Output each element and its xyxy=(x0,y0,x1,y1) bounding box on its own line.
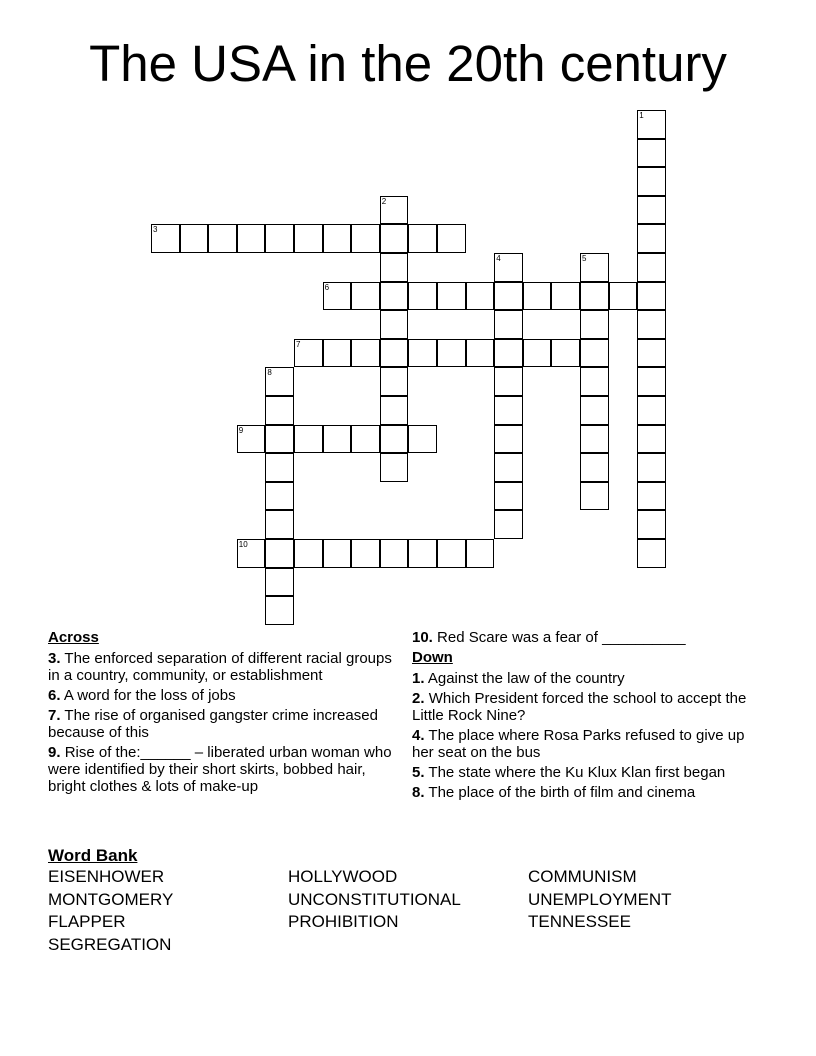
grid-cell[interactable] xyxy=(265,596,294,625)
cell-number: 5 xyxy=(582,254,587,263)
clue-text: The place of the birth of film and cinema xyxy=(428,784,696,801)
clue-text: The state where the Ku Klux Klan first began xyxy=(428,764,726,781)
grid-cell[interactable] xyxy=(494,339,523,368)
cell-number: 9 xyxy=(238,425,244,435)
word-bank-list xyxy=(48,866,768,956)
grid-cell[interactable] xyxy=(494,453,523,482)
grid-cell[interactable] xyxy=(380,453,409,482)
grid-cell[interactable] xyxy=(580,310,609,339)
grid-cell[interactable] xyxy=(294,539,323,568)
grid-cell[interactable] xyxy=(237,224,266,253)
clue-number: 10. xyxy=(412,629,433,646)
grid-cell[interactable] xyxy=(466,282,495,311)
clue-text: Red Scare was a fear of __________ xyxy=(437,629,686,646)
word-bank-item: EISENHOWER xyxy=(48,867,165,886)
grid-cell[interactable] xyxy=(637,396,666,425)
word-bank-item: COMMUNISM xyxy=(528,867,637,886)
grid-cell[interactable] xyxy=(237,425,266,454)
grid-cell[interactable] xyxy=(265,453,294,482)
grid-cell[interactable] xyxy=(351,425,380,454)
grid-cell[interactable] xyxy=(380,224,409,253)
grid-cell[interactable] xyxy=(323,339,352,368)
clue-text: Which President forced the school to accept the Little Rock Nine? xyxy=(412,690,747,724)
grid-cell[interactable] xyxy=(494,282,523,311)
grid-cell[interactable] xyxy=(265,367,294,396)
grid-cell[interactable] xyxy=(637,282,666,311)
grid-cell[interactable] xyxy=(494,253,523,282)
grid-cell[interactable] xyxy=(380,367,409,396)
down-heading: Down xyxy=(412,649,453,666)
cell-number: 2 xyxy=(381,196,387,206)
grid-cell[interactable] xyxy=(580,396,609,425)
grid-cell[interactable] xyxy=(580,482,609,511)
clue-text: The enforced separation of different racial groups in a country, community, or establishment xyxy=(48,650,392,684)
grid-cell[interactable] xyxy=(637,482,666,511)
grid-cell[interactable] xyxy=(294,425,323,454)
grid-cell[interactable] xyxy=(437,282,466,311)
clue-number: 1. xyxy=(412,670,425,687)
grid-cell[interactable] xyxy=(637,139,666,168)
cell-number: 8 xyxy=(267,368,272,378)
grid-cell[interactable] xyxy=(580,253,609,282)
grid-cell[interactable] xyxy=(351,282,380,311)
grid-cell[interactable] xyxy=(265,539,294,568)
grid-cell[interactable] xyxy=(637,367,666,396)
grid-cell[interactable] xyxy=(494,510,523,539)
clue-down-2 xyxy=(412,690,752,724)
clue-down-1 xyxy=(412,670,752,687)
grid-cell[interactable] xyxy=(380,196,409,225)
grid-cell[interactable] xyxy=(408,425,437,454)
grid-cell[interactable] xyxy=(294,339,323,368)
grid-cell[interactable] xyxy=(580,453,609,482)
grid-cell[interactable] xyxy=(437,339,466,368)
grid-cell[interactable] xyxy=(494,396,523,425)
across-heading: Across xyxy=(48,629,99,646)
clue-text: The place where Rosa Parks refused to give up her seat on the bus xyxy=(412,727,745,761)
grid-cell[interactable] xyxy=(408,339,437,368)
grid-cell[interactable] xyxy=(637,539,666,568)
grid-cell[interactable] xyxy=(466,339,495,368)
cell-number: 4 xyxy=(496,254,501,263)
clue-text: The rise of organised gangster crime increased because of this xyxy=(48,707,378,741)
puzzle-title: The USA in the 20th century xyxy=(89,35,727,92)
grid-cell[interactable] xyxy=(437,539,466,568)
word-bank-item: HOLLYWOOD xyxy=(288,867,398,886)
cell-number: 1 xyxy=(639,111,644,120)
grid-cell[interactable] xyxy=(466,539,495,568)
grid-cell[interactable] xyxy=(351,339,380,368)
grid-cell[interactable] xyxy=(637,196,666,225)
clues-left-column xyxy=(48,629,393,798)
grid-cell[interactable] xyxy=(380,310,409,339)
grid-cell[interactable] xyxy=(380,425,409,454)
word-bank-item: FLAPPER xyxy=(48,912,126,931)
clue-number: 9. xyxy=(48,744,61,761)
clue-across-3 xyxy=(48,650,393,684)
grid-cell[interactable] xyxy=(265,510,294,539)
grid-cell[interactable] xyxy=(580,367,609,396)
grid-cell[interactable] xyxy=(494,367,523,396)
grid-cell[interactable] xyxy=(265,224,294,253)
grid-cell[interactable] xyxy=(265,482,294,511)
clue-down-4 xyxy=(412,727,752,761)
grid-cell[interactable] xyxy=(637,253,666,282)
grid-cell[interactable] xyxy=(351,539,380,568)
grid-cell[interactable] xyxy=(351,224,380,253)
grid-cell[interactable] xyxy=(580,425,609,454)
grid-cell[interactable] xyxy=(609,282,638,311)
word-bank-item: SEGREGATION xyxy=(48,934,172,954)
grid-cell[interactable] xyxy=(637,110,666,139)
grid-cell[interactable] xyxy=(551,282,580,311)
grid-cell[interactable] xyxy=(265,425,294,454)
grid-cell[interactable] xyxy=(208,224,237,253)
grid-cell[interactable] xyxy=(265,396,294,425)
grid-cell[interactable] xyxy=(523,282,552,311)
clue-down-5 xyxy=(412,764,752,781)
grid-cell[interactable] xyxy=(494,310,523,339)
clues-right-column xyxy=(412,629,752,804)
word-bank-item: PROHIBITION xyxy=(288,912,399,931)
word-bank-item: MONTGOMERY xyxy=(48,889,174,909)
grid-cell[interactable] xyxy=(580,282,609,311)
grid-cell[interactable] xyxy=(494,482,523,511)
grid-cell[interactable] xyxy=(323,539,352,568)
grid-cell[interactable] xyxy=(323,224,352,253)
grid-cell[interactable] xyxy=(380,396,409,425)
grid-cell[interactable] xyxy=(151,224,180,253)
grid-cell[interactable] xyxy=(551,339,580,368)
grid-cell[interactable] xyxy=(380,339,409,368)
grid-cell[interactable] xyxy=(294,224,323,253)
grid-cell[interactable] xyxy=(408,282,437,311)
clue-across-10 xyxy=(412,629,752,646)
clue-number: 5. xyxy=(412,764,425,781)
grid-cell[interactable] xyxy=(408,539,437,568)
grid-cell[interactable] xyxy=(637,167,666,196)
clue-across-6 xyxy=(48,687,393,704)
clue-across-9 xyxy=(48,744,393,795)
clue-number: 8. xyxy=(412,784,425,801)
grid-cell[interactable] xyxy=(637,224,666,253)
cell-number: 7 xyxy=(296,339,301,349)
grid-cell[interactable] xyxy=(494,425,523,454)
word-bank-item: TENNESSEE xyxy=(528,912,631,931)
clue-across-7 xyxy=(48,707,393,741)
clue-number: 7. xyxy=(48,707,61,724)
grid-cell[interactable] xyxy=(637,425,666,454)
clue-number: 4. xyxy=(412,727,425,744)
cell-number: 10 xyxy=(238,540,248,549)
word-bank-item: UNCONSTITUTIONAL xyxy=(288,889,461,909)
clue-text: Against the law of the country xyxy=(427,670,625,687)
clue-number: 3. xyxy=(48,650,61,667)
word-bank-item: UNEMPLOYMENT xyxy=(528,889,672,909)
grid-cell[interactable] xyxy=(637,310,666,339)
word-bank xyxy=(48,846,768,956)
grid-cell[interactable] xyxy=(323,282,352,311)
cell-number: 6 xyxy=(324,282,330,292)
grid-cell[interactable] xyxy=(523,339,552,368)
grid-cell[interactable] xyxy=(637,510,666,539)
grid-cell[interactable] xyxy=(380,539,409,568)
clue-number: 6. xyxy=(48,687,61,704)
grid-cell[interactable] xyxy=(323,425,352,454)
grid-cell[interactable] xyxy=(580,339,609,368)
clue-text: Rise of the:______ – liberated urban woman who were identified by their short skirts, bobbed hair, bright clothes & lots of make-up xyxy=(48,744,392,795)
clue-down-8 xyxy=(412,784,752,801)
grid-cell[interactable] xyxy=(380,282,409,311)
grid-cell[interactable] xyxy=(408,224,437,253)
grid-cell[interactable] xyxy=(265,568,294,597)
grid-cell[interactable] xyxy=(437,224,466,253)
grid-cell[interactable] xyxy=(380,253,409,282)
grid-cell[interactable] xyxy=(180,224,209,253)
word-bank-title: Word Bank xyxy=(48,846,138,865)
cell-number: 3 xyxy=(153,225,158,235)
clue-text: A word for the loss of jobs xyxy=(63,687,236,704)
grid-cell[interactable] xyxy=(637,453,666,482)
grid-cell[interactable] xyxy=(237,539,266,568)
grid-cell[interactable] xyxy=(637,339,666,368)
clue-number: 2. xyxy=(412,690,425,707)
